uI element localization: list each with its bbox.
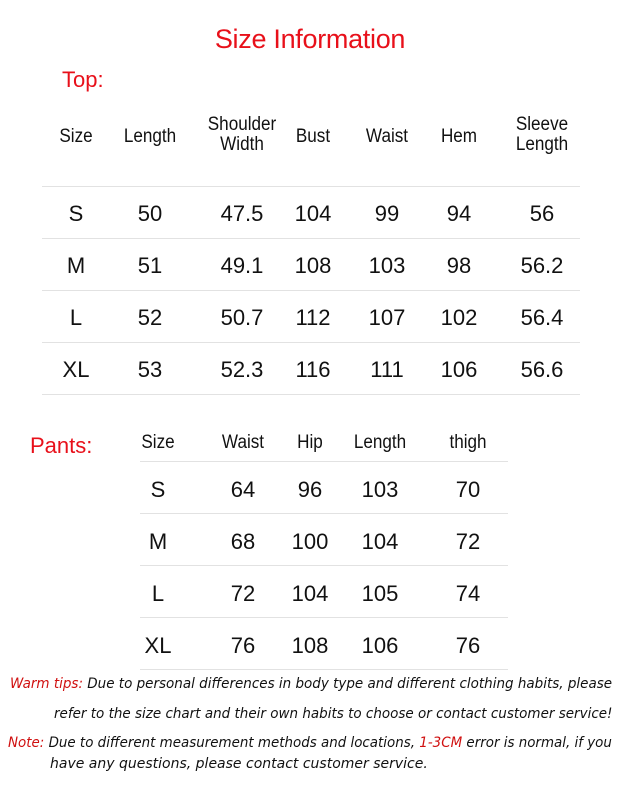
pants-cell: 68	[230, 529, 256, 554]
pants-cell: 103	[361, 477, 399, 502]
top-header-size: Size	[59, 126, 93, 147]
note-line-1	[8, 735, 612, 751]
warm-tips-text: Due to personal differences in body type and different clothing habits, please	[82, 676, 613, 692]
table-divider	[42, 186, 580, 187]
top-cell: 56.6	[520, 357, 564, 382]
top-cell: 49.1	[220, 253, 264, 278]
pants-cell: 76	[455, 633, 481, 658]
top-cell: XL	[62, 357, 90, 382]
table-divider	[140, 565, 508, 566]
pants-cell: XL	[144, 633, 172, 658]
pants-cell: 72	[455, 529, 481, 554]
table-divider	[42, 238, 580, 239]
table-divider	[140, 617, 508, 618]
pants-cell: 104	[291, 581, 329, 606]
note-text-a: Due to different measurement methods and locations,	[44, 735, 420, 751]
warm-tips-label: Warm tips:	[10, 676, 83, 692]
pants-cell: 96	[297, 477, 323, 502]
top-cell: 108	[294, 253, 332, 278]
top-cell: M	[66, 253, 86, 278]
top-header-length: Length	[123, 126, 177, 147]
top-cell: 103	[368, 253, 406, 278]
top-cell: 94	[446, 201, 472, 226]
top-cell: 52	[137, 305, 163, 330]
pants-header-waist: Waist	[221, 432, 265, 453]
top-cell: 47.5	[220, 201, 264, 226]
pants-cell: 74	[455, 581, 481, 606]
top-header-hem: Hem	[440, 126, 478, 147]
table-divider	[140, 669, 508, 670]
top-cell: 53	[137, 357, 163, 382]
top-cell: 51	[137, 253, 163, 278]
pants-header-thigh: thigh	[449, 432, 487, 453]
note-highlight: 1-3CM	[419, 735, 463, 751]
table-divider	[42, 394, 580, 395]
pants-cell: 64	[230, 477, 256, 502]
warm-tips-line-1	[10, 676, 612, 692]
top-cell: 50.7	[220, 305, 264, 330]
pants-cell: 70	[455, 477, 481, 502]
table-divider	[42, 290, 580, 291]
pants-cell: 105	[361, 581, 399, 606]
top-cell: 56.4	[520, 305, 564, 330]
top-cell: 112	[295, 305, 331, 330]
table-divider	[42, 342, 580, 343]
note-line-2: have any questions, please contact customer service.	[50, 756, 428, 772]
pants-cell: L	[151, 581, 165, 606]
pants-cell: M	[148, 529, 168, 554]
top-cell: 56.2	[520, 253, 564, 278]
pants-cell: 104	[361, 529, 399, 554]
top-cell: 56	[529, 201, 555, 226]
pants-header-hip: Hip	[297, 432, 323, 453]
top-header-bust: Bust	[295, 126, 331, 147]
top-section-label: Top:	[62, 67, 104, 92]
pants-section-label: Pants:	[30, 433, 93, 458]
top-cell: 102	[440, 305, 478, 330]
top-cell: 104	[294, 201, 332, 226]
top-cell: L	[69, 305, 83, 330]
page-title: Size Information	[214, 24, 406, 54]
pants-cell: 108	[291, 633, 329, 658]
note-label: Note:	[8, 735, 45, 751]
top-cell: 106	[440, 357, 478, 382]
top-header-shoulder-width: Shoulder Width	[207, 114, 277, 155]
table-divider	[140, 461, 508, 462]
top-cell: 52.3	[220, 357, 264, 382]
warm-tips-line-2: refer to the size chart and their own habits to choose or contact customer service!	[54, 706, 613, 722]
pants-cell: 100	[291, 529, 329, 554]
table-divider	[140, 513, 508, 514]
pants-header-length: Length	[353, 432, 407, 453]
top-cell: 98	[446, 253, 472, 278]
top-cell: 107	[368, 305, 406, 330]
top-header-sleeve-length: Sleeve Length	[515, 114, 569, 155]
top-cell: 50	[137, 201, 163, 226]
top-cell: 111	[370, 357, 404, 382]
top-header-waist: Waist	[365, 126, 409, 147]
pants-cell: 72	[230, 581, 256, 606]
pants-header-size: Size	[141, 432, 175, 453]
top-cell: 116	[295, 357, 331, 382]
pants-cell: 106	[361, 633, 399, 658]
pants-cell: S	[150, 477, 166, 502]
note-text-b: error is normal, if you	[462, 735, 612, 751]
top-cell: 99	[374, 201, 400, 226]
top-cell: S	[68, 201, 84, 226]
pants-cell: 76	[230, 633, 256, 658]
